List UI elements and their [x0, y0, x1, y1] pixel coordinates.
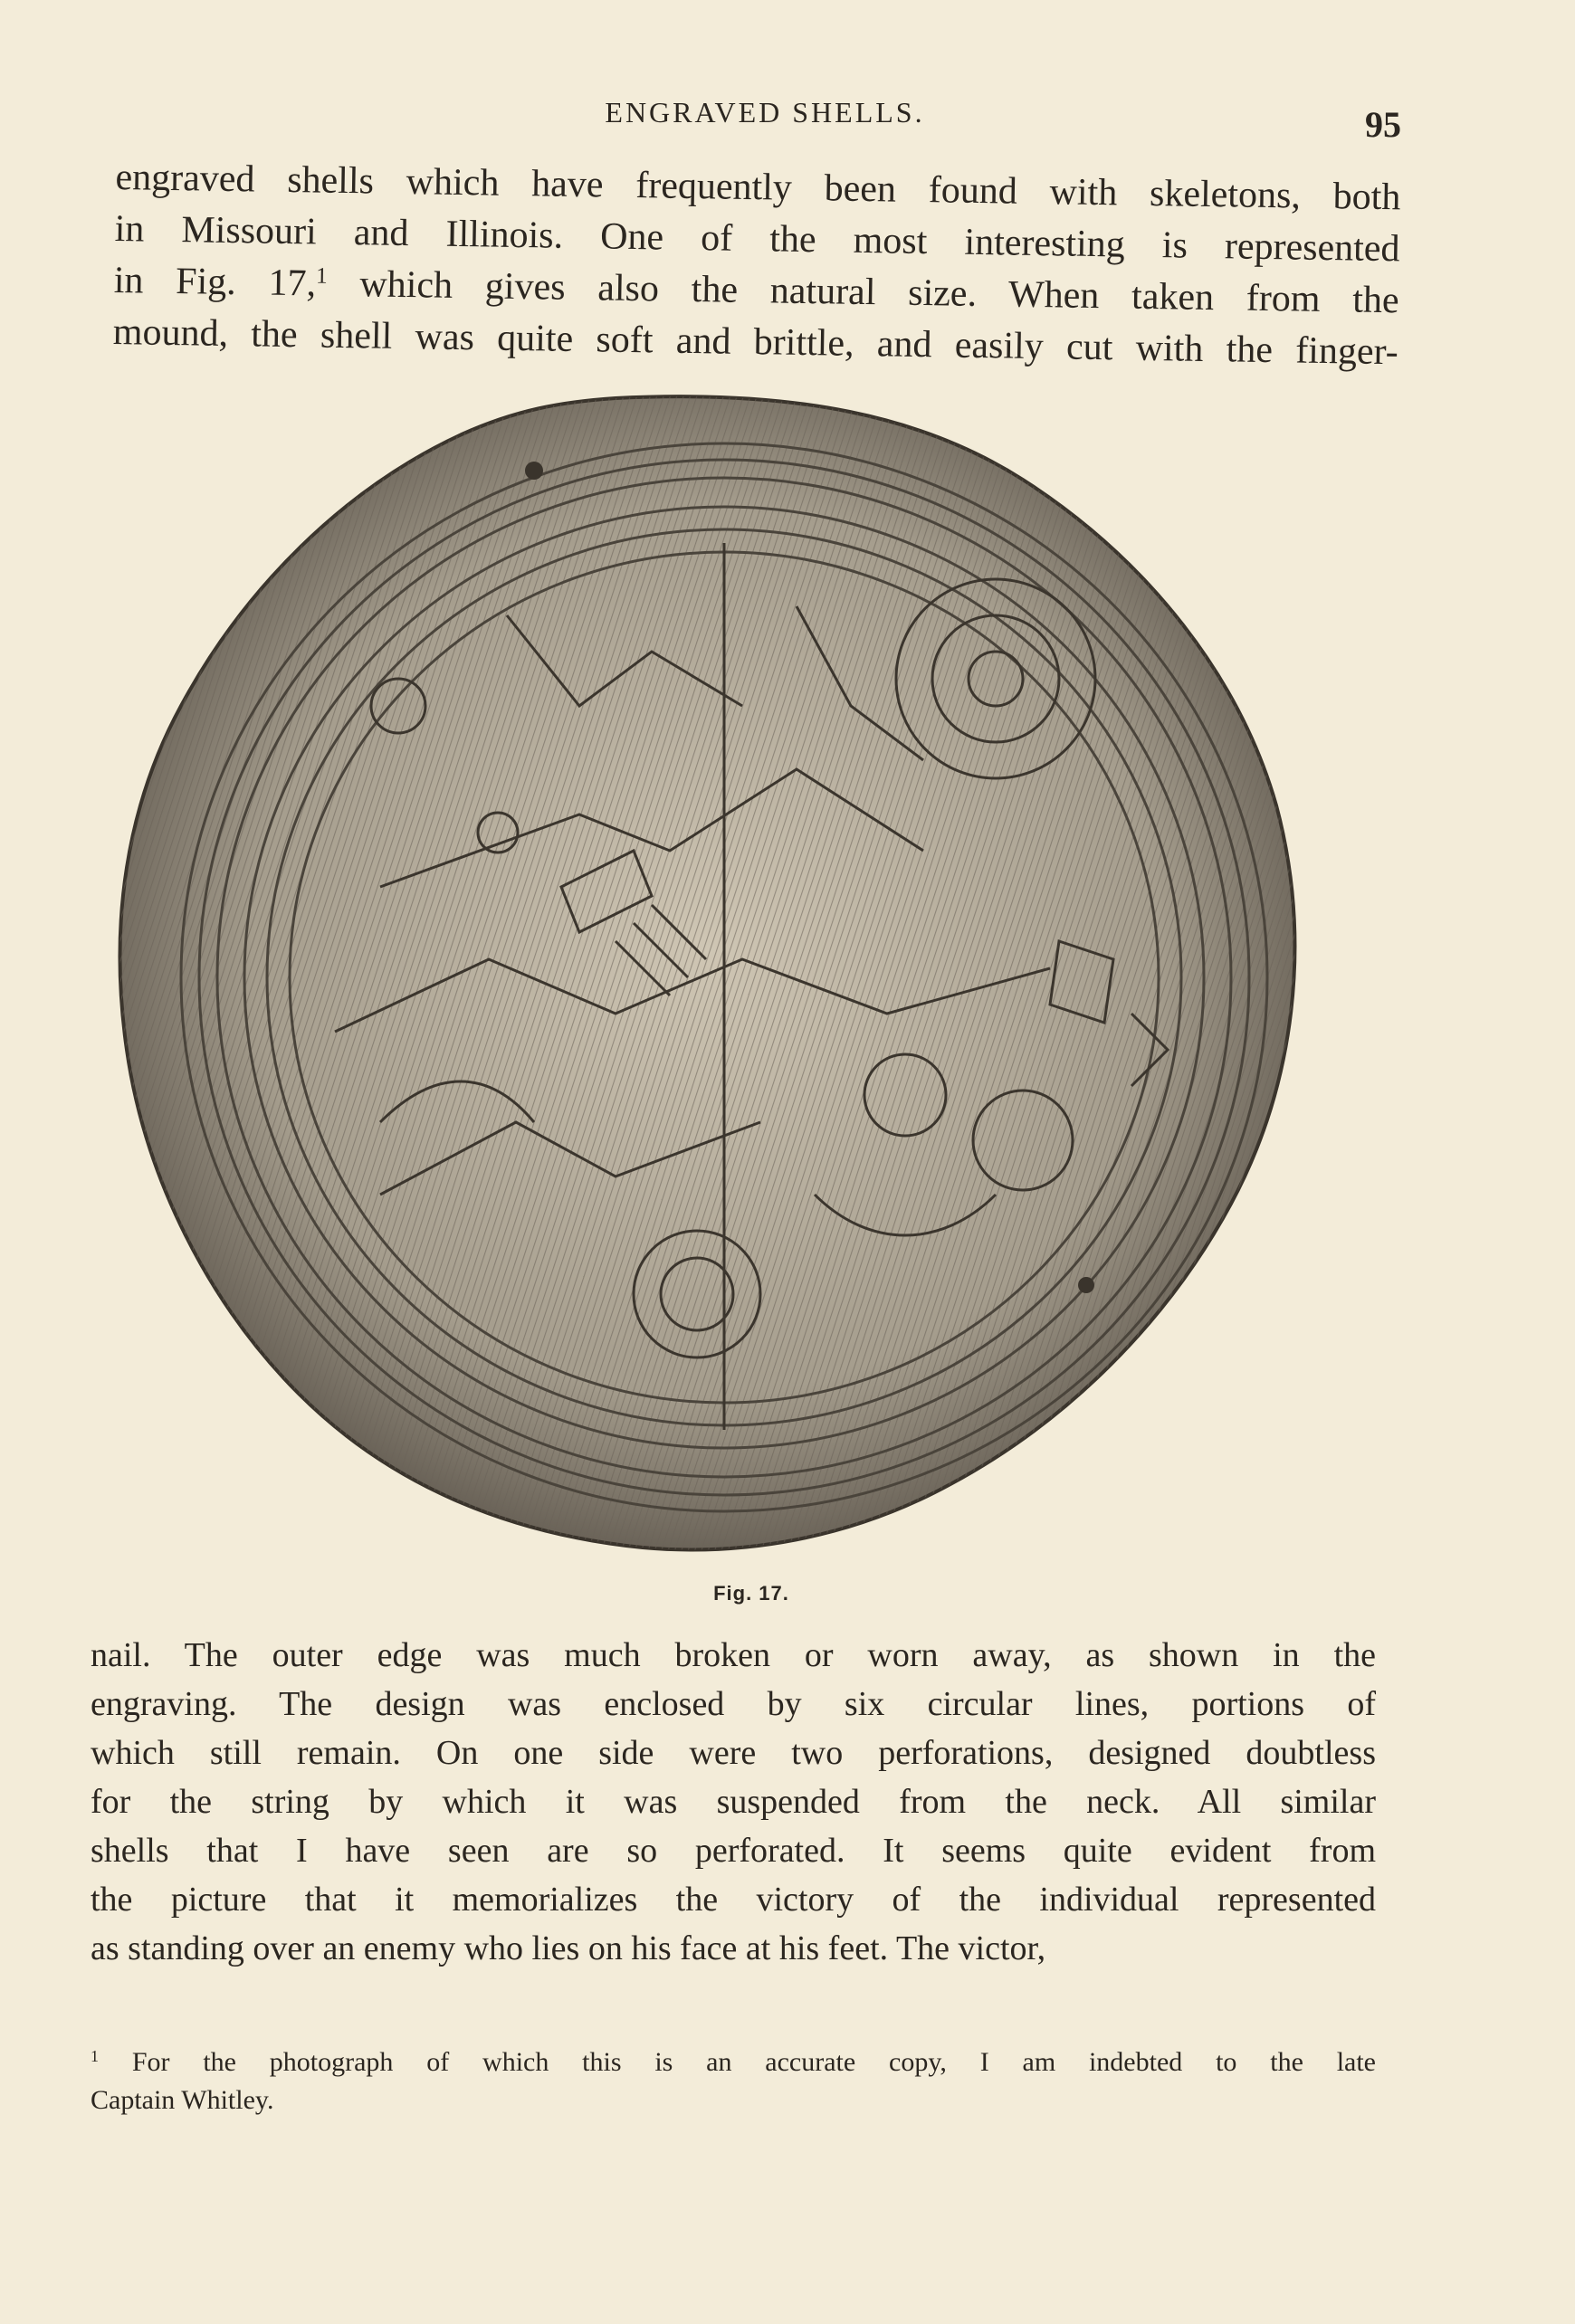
- footnote: [91, 2043, 1376, 2119]
- page-title: ENGRAVED SHELLS.: [605, 96, 925, 129]
- figure-caption: Fig. 17.: [713, 1582, 789, 1605]
- text-line: which still remain. On one side were two perforations, designed doubtless: [91, 1734, 1376, 1772]
- text-line: nail. The outer edge was much broken or worn away, as shown in the: [91, 1636, 1376, 1674]
- footnote-line: [91, 2043, 1376, 2081]
- text-line: the picture that it memorializes the victory of the individual represented: [91, 1881, 1376, 1919]
- text-line: engraving. The design was enclosed by six circular lines, portions of: [91, 1685, 1376, 1723]
- text-fragment: which gives also the natural size. When taken from the: [359, 263, 1399, 322]
- engraved-shell-illustration: [109, 380, 1349, 1575]
- text-fragment: in Fig. 17,: [113, 259, 317, 305]
- text-line: shells that I have seen are so perforated. It seems quite evident from: [91, 1832, 1376, 1870]
- text-line: mound, the shell was quite soft and brittle, and easily cut with the finger-: [112, 310, 1399, 374]
- text-line: for the string by which it was suspended from the neck. All similar: [91, 1783, 1376, 1821]
- footnote-text: For the photograph of which this is an accurate copy, I am indebted to the late: [131, 2047, 1376, 2077]
- text-line: engraved shells which have frequently been found with skeletons, both: [115, 156, 1401, 219]
- running-head: [118, 90, 1412, 145]
- page-number: 95: [1365, 104, 1401, 145]
- top-paragraph: [112, 152, 1400, 378]
- footnote-ref: 1: [315, 263, 328, 289]
- text-line: as standing over an enemy who lies on his face at his feet. The victor,: [91, 1929, 1046, 1967]
- bottom-paragraph: [91, 1631, 1376, 1973]
- footnote-marker: 1: [91, 2047, 99, 2066]
- footnote-line: Captain Whitley.: [91, 2085, 274, 2115]
- text-line: in Missouri and Illinois. One of the most interesting is represented: [114, 207, 1400, 271]
- engraved-shell-figure: [109, 380, 1349, 1575]
